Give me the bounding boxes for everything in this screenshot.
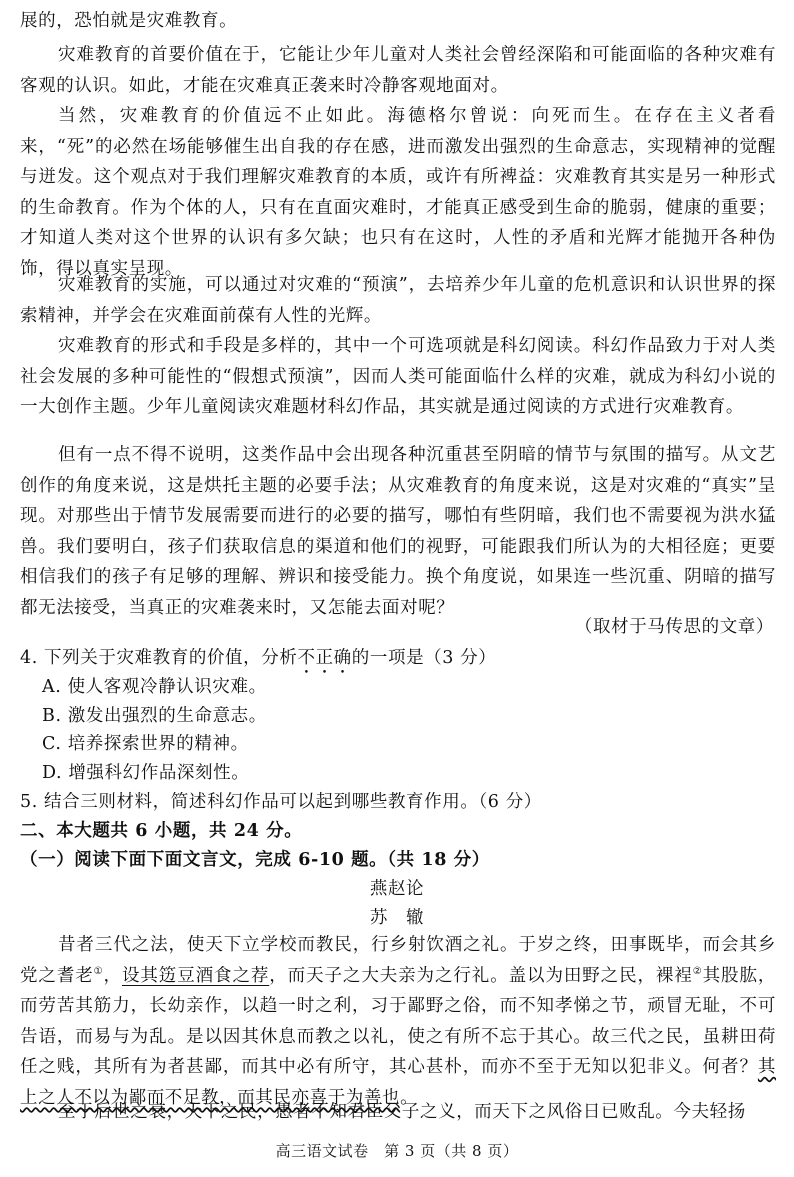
classical-title: 燕赵论 [369, 879, 425, 899]
classical-author: 苏 辙 [369, 908, 425, 928]
passage-paragraph-1: 灾难教育的首要价值在于，它能让少年儿童对人类社会曾经深陷和可能面临的各种灾难有客观的认识。如此，才能在灾难真正袭来时冷静客观地面对。 [20, 45, 776, 96]
c1-underlined-phrase-1: 设其笾豆酒食之荐 [121, 965, 270, 986]
passage-paragraph-2: 当然，灾难教育的价值远不止如此。海德格尔曾说：向死而生。在存在主义者看来，“死”的必然在场能够催生出自我的存在感，进而激发出强烈的生命意志，实现精神的觉醒与迸发。这个观点对于我们理解灾难教育的本质，或许有所裨益：灾难教育其实是另一种形式的生命教育。作为个体的人，只有在直面灾难时，才能真正感受到生命的脆弱，健康的重要；才知道人类对这个世界的认识有多欠缺；也只有在这时，人性的矛盾和光辉才能抛开各种伪饰，得以真实呈现。 [20, 106, 776, 279]
footnote-2-marker: ② [692, 965, 703, 977]
classical-paragraph-2: 至于后世之衰，天下之民，愚者不知君臣父子之义，而天下之风俗日已败乱。今夫轻扬 [58, 1102, 746, 1122]
c1-underlined-phrase-2: 其上之人不以为鄙而不足教，而其民亦喜于为善也 [20, 1057, 776, 1108]
c1-text-a: 昔者三代之法，使天下立学校而教民，行乡射饮酒之礼。于岁之终，田事既毕，而会其乡党之耆老 [20, 935, 776, 986]
q4-stem-text-a: 4. 下列关于灾难教育的价值，分析 [20, 648, 298, 668]
page-footer: 高三语文试卷 第 3 页（共 8 页） [275, 1142, 519, 1160]
footnote-1-marker: ① [93, 965, 104, 977]
q4-stem-text-b: 的一项是（3 分） [351, 648, 497, 668]
section-2-heading: 二、本大题共 6 小题，共 24 分。 [20, 821, 303, 841]
section-2-1-heading: （一）阅读下面下面文言文，完成 6-10 题。（共 18 分） [20, 850, 490, 870]
c1-end: 。 [400, 1087, 419, 1108]
q4-option-c: C. 培养探索世界的精神。 [42, 734, 249, 754]
passage-paragraph-5: 但有一点不得不说明，这类作品中会出现各种沉重甚至阴暗的情节与氛围的描写。从文艺创作的角度来说，这是烘托主题的必要手法；从灾难教育的角度来说，这是对灾难的“真实”呈现。对那些出于情节发展需要而进行的必要的描写，哪怕有些阴暗，我们也不需要视为洪水猛兽。我们要明白，孩子们获取信息的渠道和他们的视野，可能跟我们所认为的大相径庭；更要相信我们的孩子有足够的理解、辨识和接受能力。换个角度说，如果连一些沉重、阴暗的描写都无法接受，当真正的灾难袭来时，又怎能去面对呢？ [20, 445, 776, 618]
passage-paragraph-0: 展的，恐怕就是灾难教育。 [20, 11, 238, 31]
q4-stem-emphasis: 不正确 [297, 648, 352, 668]
passage-paragraph-3: 灾难教育的实施，可以通过对灾难的“预演”，去培养少年儿童的危机意识和认识世界的探索精神，并学会在灾难面前葆有人性的光辉。 [20, 275, 776, 326]
q4-option-d: D. 增强科幻作品深刻性。 [42, 763, 250, 783]
c1-text-b: ，而天子之大夫亲为之行礼。盖以为田野之民，裸裎 [269, 965, 693, 986]
passage-source: （取材于马传思的文章） [574, 617, 774, 637]
question-5: 5. 结合三则材料，简述科幻作品可以起到哪些教育作用。（6 分） [20, 792, 542, 812]
passage-paragraph-4: 灾难教育的形式和手段是多样的，其中一个可选项就是科幻阅读。科幻作品致力于对人类社会发展的多种可能性的“假想式预演”，因而人类可能面临什么样的灾难，就成为科幻小说的一大创作主题。少年儿童阅读灾难题材科幻作品，其实就是通过阅读的方式进行灾难教育。 [20, 336, 776, 418]
q4-option-b: B. 激发出强烈的生命意志。 [42, 706, 267, 726]
q4-option-a: A. 使人客观冷静认识灾难。 [42, 677, 267, 697]
c1-comma: ， [103, 965, 122, 986]
c1-text-c: 其股肱，而劳苦其筋力，长幼亲作，以趋一时之利，习于鄙野之俗，而不知孝悌之节，顽冒无耻，不可告语，而易与为乱。是以因其休息而教之以礼，使之有所不忘于其心。故三代之民，虽耕田荷任之贱，其所有为者甚鄙，而其中必有所守，其心甚朴，而亦不至于无知以犯非义。何者？ [20, 965, 776, 1078]
classical-paragraph-1 [20, 930, 776, 1114]
